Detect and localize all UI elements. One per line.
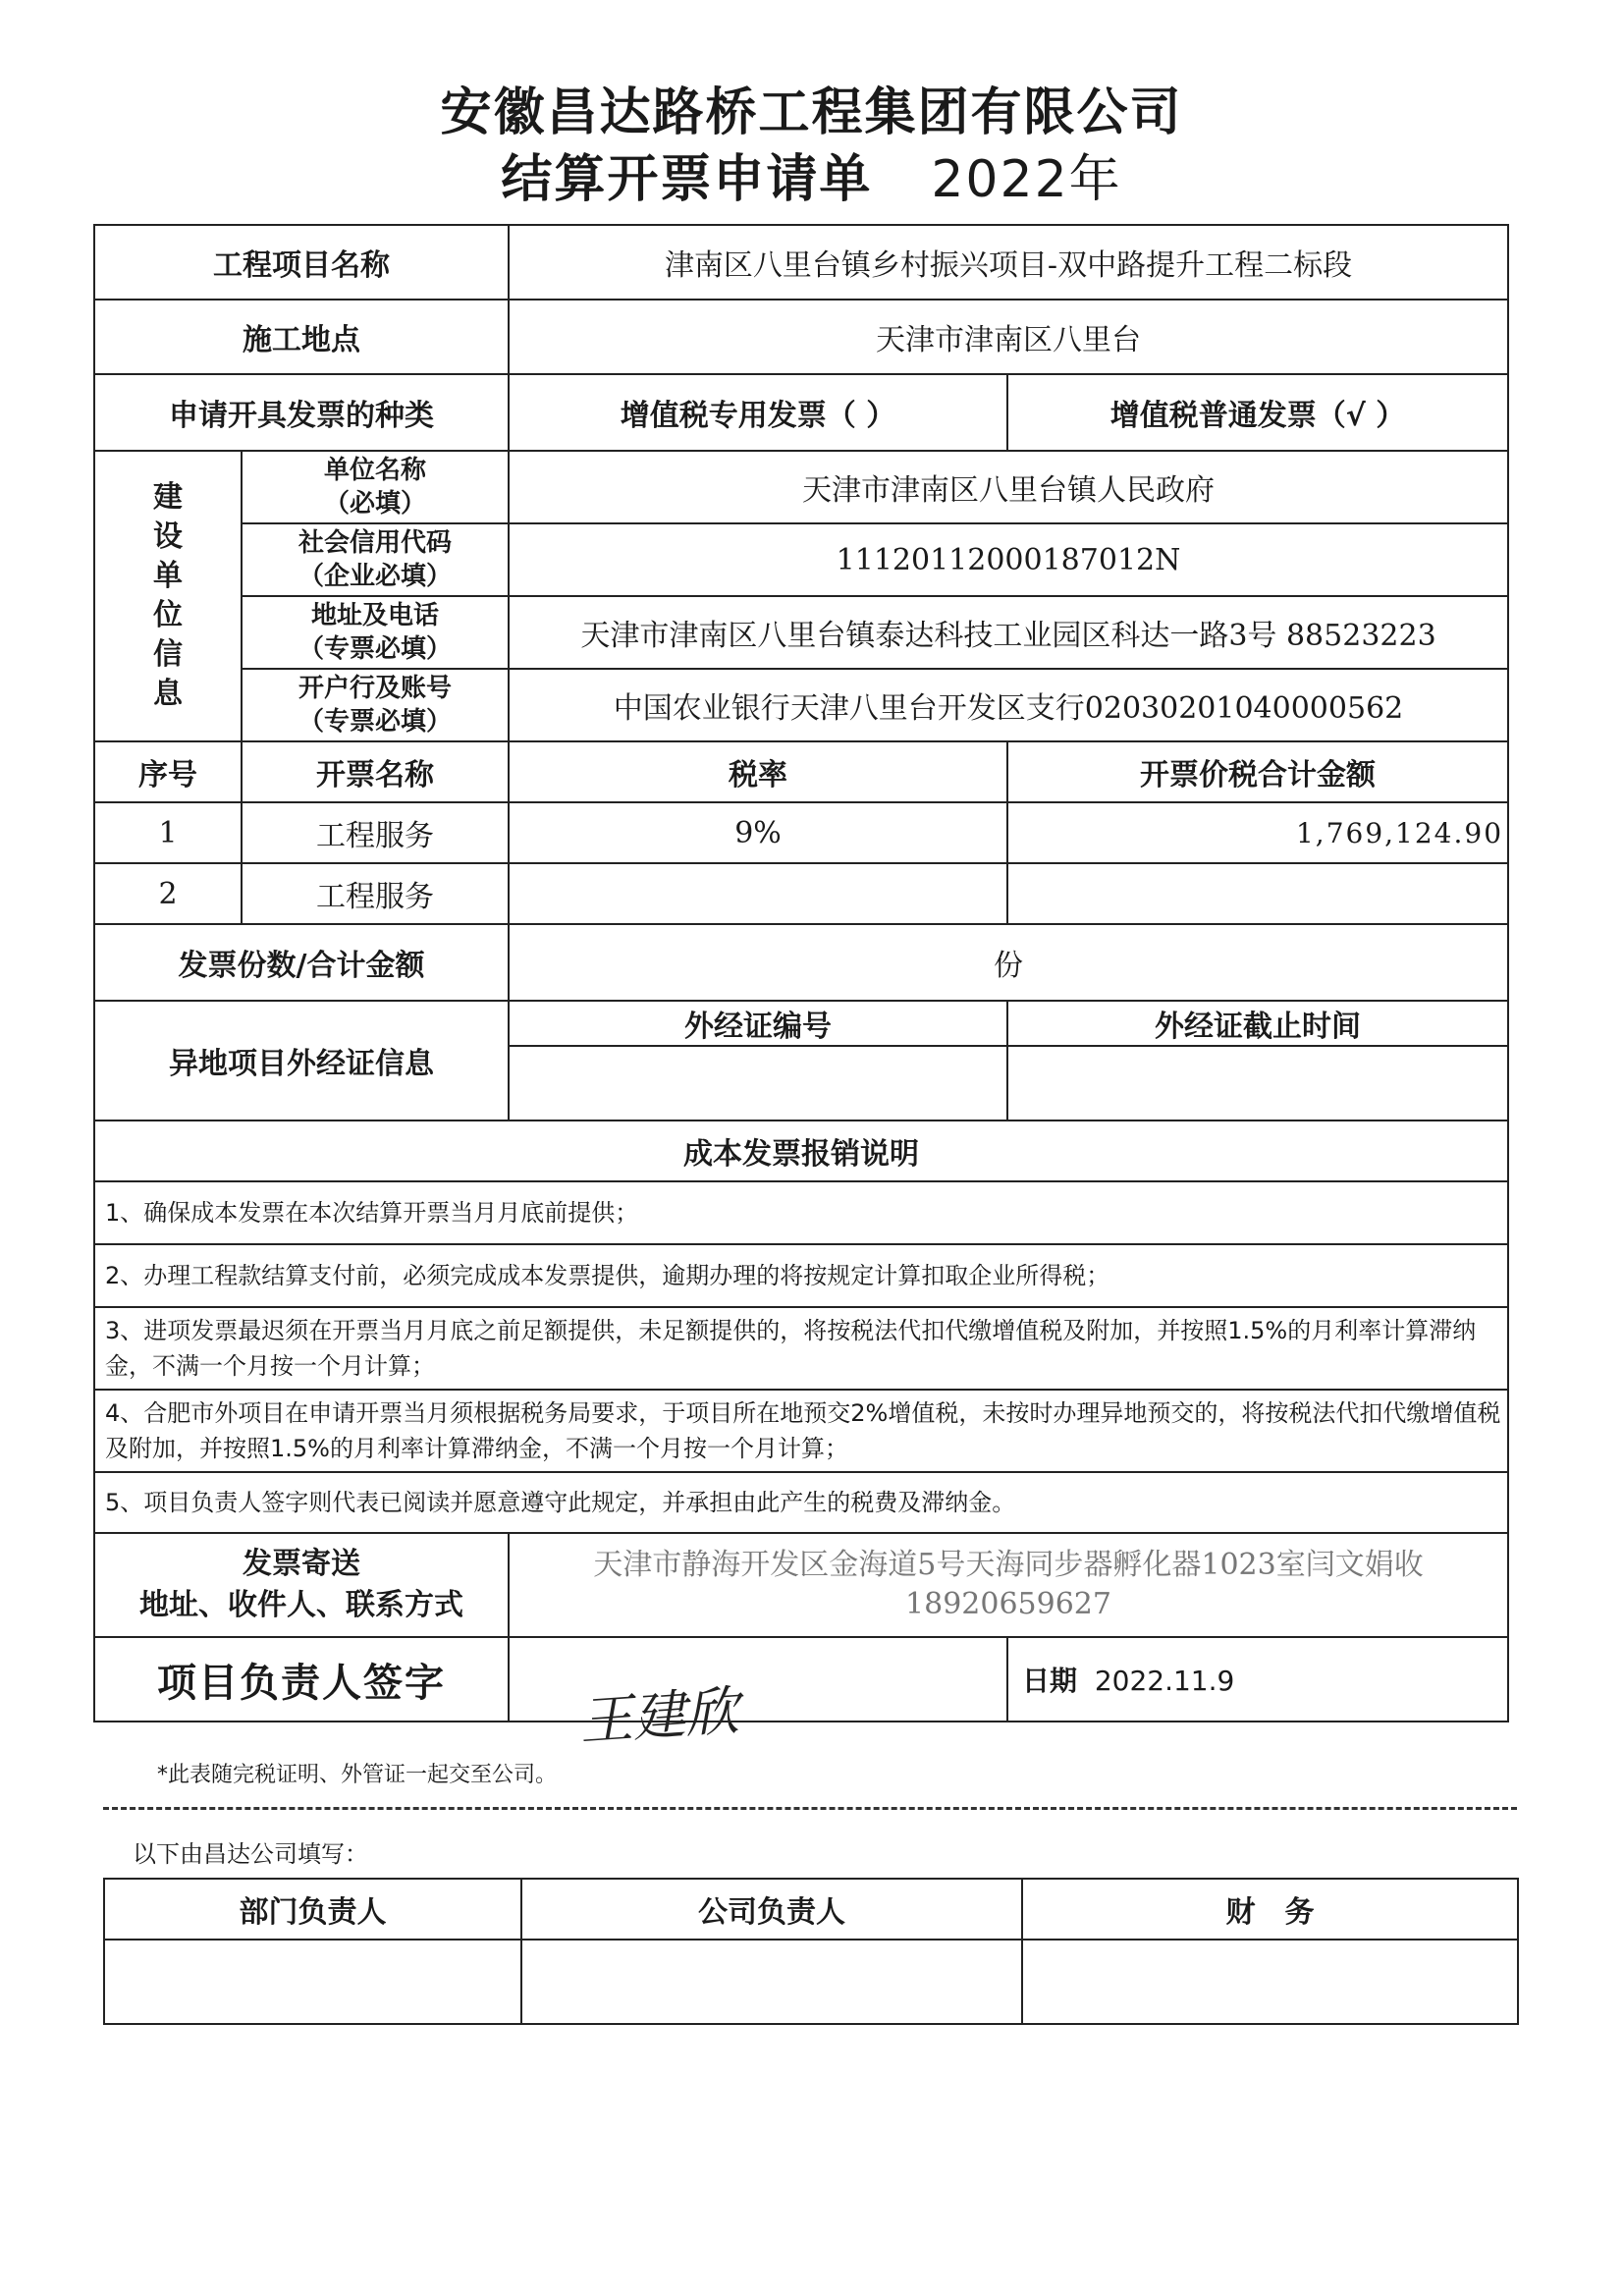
item-amount: 1,769,124.90 (1007, 802, 1508, 863)
company-approval-table (103, 1878, 1519, 2025)
mailing-phone: 18920659627 (905, 1587, 1111, 1621)
note-item: 2、办理工程款结算支付前，必须完成成本发票提供，逾期办理的将按规定计算扣取企业所得税； (94, 1244, 1508, 1307)
builder-group-char: 设 (153, 519, 183, 554)
company-head-label: 公司负责人 (521, 1879, 1022, 1940)
date-cell (1007, 1637, 1508, 1722)
date-label: 日期 (1022, 1665, 1078, 1697)
remote-deadline-label: 外经证截止时间 (1007, 1001, 1508, 1046)
table-row (94, 863, 1508, 924)
builder-bank-title: 开户行及账号 (298, 674, 452, 703)
remote-no-label: 外经证编号 (509, 1001, 1007, 1046)
item-amount[interactable] (1007, 863, 1508, 924)
items-header-amount: 开票价税合计金额 (1007, 741, 1508, 802)
invoice-type-special[interactable]: 增值税专用发票（ ） (509, 374, 1007, 451)
builder-group-char: 单 (153, 559, 183, 593)
company-fill-note: 以下由昌达公司填写： (133, 1840, 368, 1868)
note-item: 5、项目负责人签字则代表已阅读并愿意遵守此规定，并承担由此产生的税费及滞纳金。 (94, 1472, 1508, 1533)
builder-addr-value: 天津市津南区八里台镇泰达科技工业园区科达一路3号 88523223 (509, 596, 1508, 669)
builder-group-char: 息 (153, 677, 183, 711)
builder-group-char: 信 (153, 637, 183, 672)
builder-group-label (94, 451, 242, 741)
item-rate[interactable] (509, 863, 1007, 924)
project-name-value: 津南区八里台镇乡村振兴项目-双中路提升工程二标段 (509, 225, 1508, 300)
totals-count-unit[interactable]: 份 (509, 924, 1508, 1001)
item-name: 工程服务 (242, 863, 509, 924)
form-title-text: 结算开票申请单 (501, 150, 873, 209)
builder-bank-label (242, 669, 509, 741)
builder-addr-label (242, 596, 509, 669)
items-header-name: 开票名称 (242, 741, 509, 802)
project-name-label: 工程项目名称 (94, 225, 509, 300)
cut-line (103, 1807, 1517, 1810)
builder-name-req: （必填） (323, 489, 426, 519)
remote-label: 异地项目外经证信息 (94, 1001, 509, 1121)
builder-group-char: 位 (153, 598, 183, 632)
dept-head-label: 部门负责人 (104, 1879, 521, 1940)
invoice-type-label: 申请开具发票的种类 (94, 374, 509, 451)
builder-bank-value: 中国农业银行天津八里台开发区支行02030201040000562 (509, 669, 1508, 741)
mailing-value (509, 1533, 1508, 1637)
builder-credit-value: 11120112000187012N (509, 523, 1508, 596)
builder-credit-label (242, 523, 509, 596)
builder-group-char: 建 (153, 480, 183, 515)
builder-addr-req: （专票必填） (298, 634, 452, 664)
handwritten-signature: 王建欣 (577, 1679, 741, 1753)
mailing-label-line2: 地址、收件人、联系方式 (139, 1588, 463, 1622)
builder-credit-req: （企业必填） (298, 562, 452, 591)
item-name: 工程服务 (242, 802, 509, 863)
finance-field[interactable] (1022, 1940, 1518, 2024)
builder-name-title: 单位名称 (323, 456, 426, 485)
remote-no-value[interactable] (509, 1046, 1007, 1121)
footnote: *此表随完税证明、外管证一起交至公司。 (157, 1763, 558, 1787)
date-value: 2022.11.9 (1094, 1665, 1235, 1697)
builder-group-text (95, 478, 241, 714)
builder-bank-req: （专票必填） (298, 707, 452, 737)
item-no: 1 (94, 802, 242, 863)
mailing-address: 天津市静海开发区金海道5号天海同步器孵化器1023室闫文娟收 (593, 1548, 1424, 1582)
invoice-type-general[interactable]: 增值税普通发票（√ ） (1007, 374, 1508, 451)
mailing-label-line1: 发票寄送 (243, 1547, 360, 1581)
site-value: 天津市津南区八里台 (509, 300, 1508, 374)
notes-title: 成本发票报销说明 (94, 1121, 1508, 1181)
totals-label: 发票份数/合计金额 (94, 924, 509, 1001)
signature-label: 项目负责人签字 (94, 1637, 509, 1722)
company-name: 安徽昌达路桥工程集团有限公司 (440, 83, 1183, 142)
items-header-no: 序号 (94, 741, 242, 802)
remote-deadline-value[interactable] (1007, 1046, 1508, 1121)
builder-credit-title: 社会信用代码 (298, 528, 452, 558)
builder-name-value: 天津市津南区八里台镇人民政府 (509, 451, 1508, 523)
note-item: 1、确保成本发票在本次结算开票当月月底前提供； (94, 1181, 1508, 1244)
builder-name-label (242, 451, 509, 523)
note-item: 4、合肥市外项目在申请开票当月须根据税务局要求，于项目所在地预交2%增值税，未按时办理异地预交的，将按税法代扣代缴增值税及附加，并按照1.5%的月利率计算滞纳金，不满一个月按一个月计算； (94, 1390, 1508, 1472)
form-year: 2022年 (931, 150, 1122, 209)
mailing-label (94, 1533, 509, 1637)
builder-addr-title: 地址及电话 (310, 601, 439, 630)
item-rate: 9% (509, 802, 1007, 863)
form-title (0, 137, 1623, 211)
item-no: 2 (94, 863, 242, 924)
note-item: 3、进项发票最迟须在开票当月月底之前足额提供，未足额提供的，将按税法代扣代缴增值税及附加，并按照1.5%的月利率计算滞纳金，不满一个月按一个月计算； (94, 1307, 1508, 1390)
finance-label: 财 务 (1022, 1879, 1518, 1940)
table-row (94, 802, 1508, 863)
company-head-field[interactable] (521, 1940, 1022, 2024)
site-label: 施工地点 (94, 300, 509, 374)
dept-head-field[interactable] (104, 1940, 521, 2024)
items-header-rate: 税率 (509, 741, 1007, 802)
application-form-table (93, 224, 1509, 1722)
